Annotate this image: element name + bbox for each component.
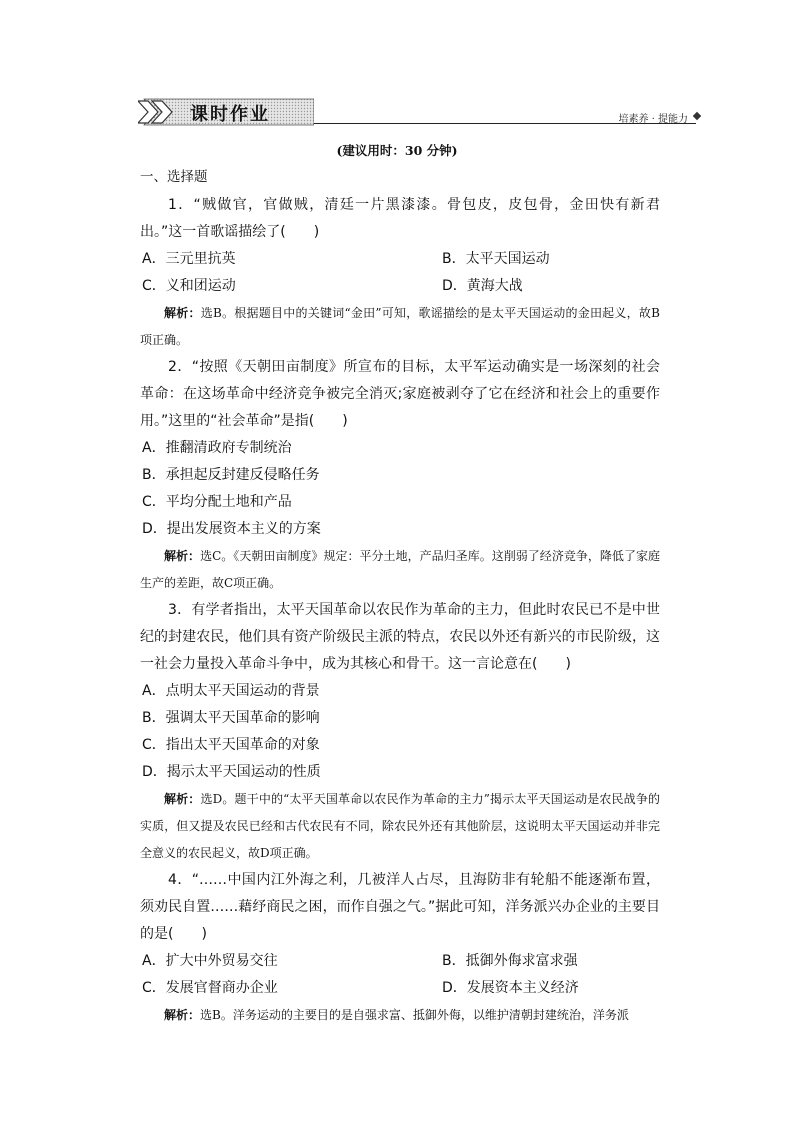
analysis [140,1002,660,1029]
option-d[interactable]: D．揭示太平天国运动的性质 [142,764,321,780]
banner-title: 课时作业 [190,104,270,125]
question-list [140,166,660,1029]
question-1 [140,192,660,354]
option-b[interactable]: B．承担起反封建反侵略任务 [142,467,320,483]
analysis-label: 解析： [164,1008,201,1022]
option-b[interactable]: B．强调太平天国革命的影响 [142,710,320,726]
analysis [140,300,660,354]
option-d[interactable]: D．提出发展资本主义的方案 [142,521,321,537]
option-a[interactable]: A．三元里抗英 [142,251,236,267]
option-a[interactable]: A．点明太平天国运动的背景 [142,683,320,699]
options [140,246,660,300]
analysis-label: 解析： [164,549,201,563]
question-stem: 4．“……中国内江外海之利，几被洋人占尽，且海防非有轮船不能逐渐布置，须劝民自置……藉纾商民之困，而作自强之气。”据此可知，洋务派兴办企业的主要目的是( ) [140,872,660,942]
option-a[interactable]: A．推翻清政府专制统治 [142,440,292,456]
option-b[interactable]: B．抵御外侮求富求强 [442,953,578,969]
option-c[interactable]: C．平均分配土地和产品 [142,494,292,510]
option-d[interactable]: D．发展资本主义经济 [442,980,579,996]
options [140,948,660,1002]
suggested-time: (建议用时：30 分钟) [336,143,458,158]
analysis-label: 解析： [164,792,201,806]
analysis [140,786,660,867]
option-c[interactable]: C．发展官督商办企业 [142,980,278,996]
option-c[interactable]: C．义和团运动 [142,278,236,294]
question-stem: 2．“按照《天朝田亩制度》所宣布的目标，太平军运动确实是一场深刻的社会革命：在这场革命中经济竞争被完全消灭;家庭被剥夺了它在经济和社会上的重要作用。”这里的“社会革命”是指( ) [140,359,660,429]
option-a[interactable]: A．扩大中外贸易交往 [142,953,278,969]
analysis-text: 选D。题干中的“太平天国革命以农民作为革命的主力”揭示太平天国运动是农民战争的实质，但又提及农民已经和古代农民有不同，除农民外还有其他阶层，这说明太平天国运动并非完全意义的农民起义，故D项正确。 [140,792,660,860]
question-stem: 1．“贼做官，官做贼，清廷一片黑漆漆。骨包皮，皮包骨，金田快有新君出。”这一首歌谣描绘了( ) [140,197,660,240]
option-b[interactable]: B．太平天国运动 [442,251,550,267]
question-2 [140,354,660,597]
question-3 [140,597,660,867]
page-header [138,98,700,128]
analysis [140,543,660,597]
question-4 [140,867,660,1029]
option-d[interactable]: D．黄海大战 [442,278,523,294]
analysis-label: 解析： [164,306,201,320]
analysis-text: 选B。洋务运动的主要目的是自强求富、抵御外侮，以维护清朝封建统治，洋务派 [200,1008,629,1022]
analysis-text: 选C。《天朝田亩制度》规定：平分土地，产品归圣库。这削弱了经济竞争，降低了家庭生产的差距，故C项正确。 [140,549,660,590]
diamond-icon [693,112,701,120]
header-tagline: 培素养 · 提能力 [618,114,688,125]
question-stem: 3．有学者指出，太平天国革命以农民作为革命的主力，但此时农民已不是中世纪的封建农民，他们具有资产阶级民主派的特点，农民以外还有新兴的市民阶级，这一社会力量投入革命斗争中，成为其核心和骨干。这一言论意在( ) [140,602,660,672]
section-title: 一、选择题 [140,169,208,185]
analysis-text: 选B。根据题目中的关键词“金田”可知，歌谣描绘的是太平天国运动的金田起义，故B项正确。 [140,306,660,347]
option-c[interactable]: C．指出太平天国革命的对象 [142,737,320,753]
